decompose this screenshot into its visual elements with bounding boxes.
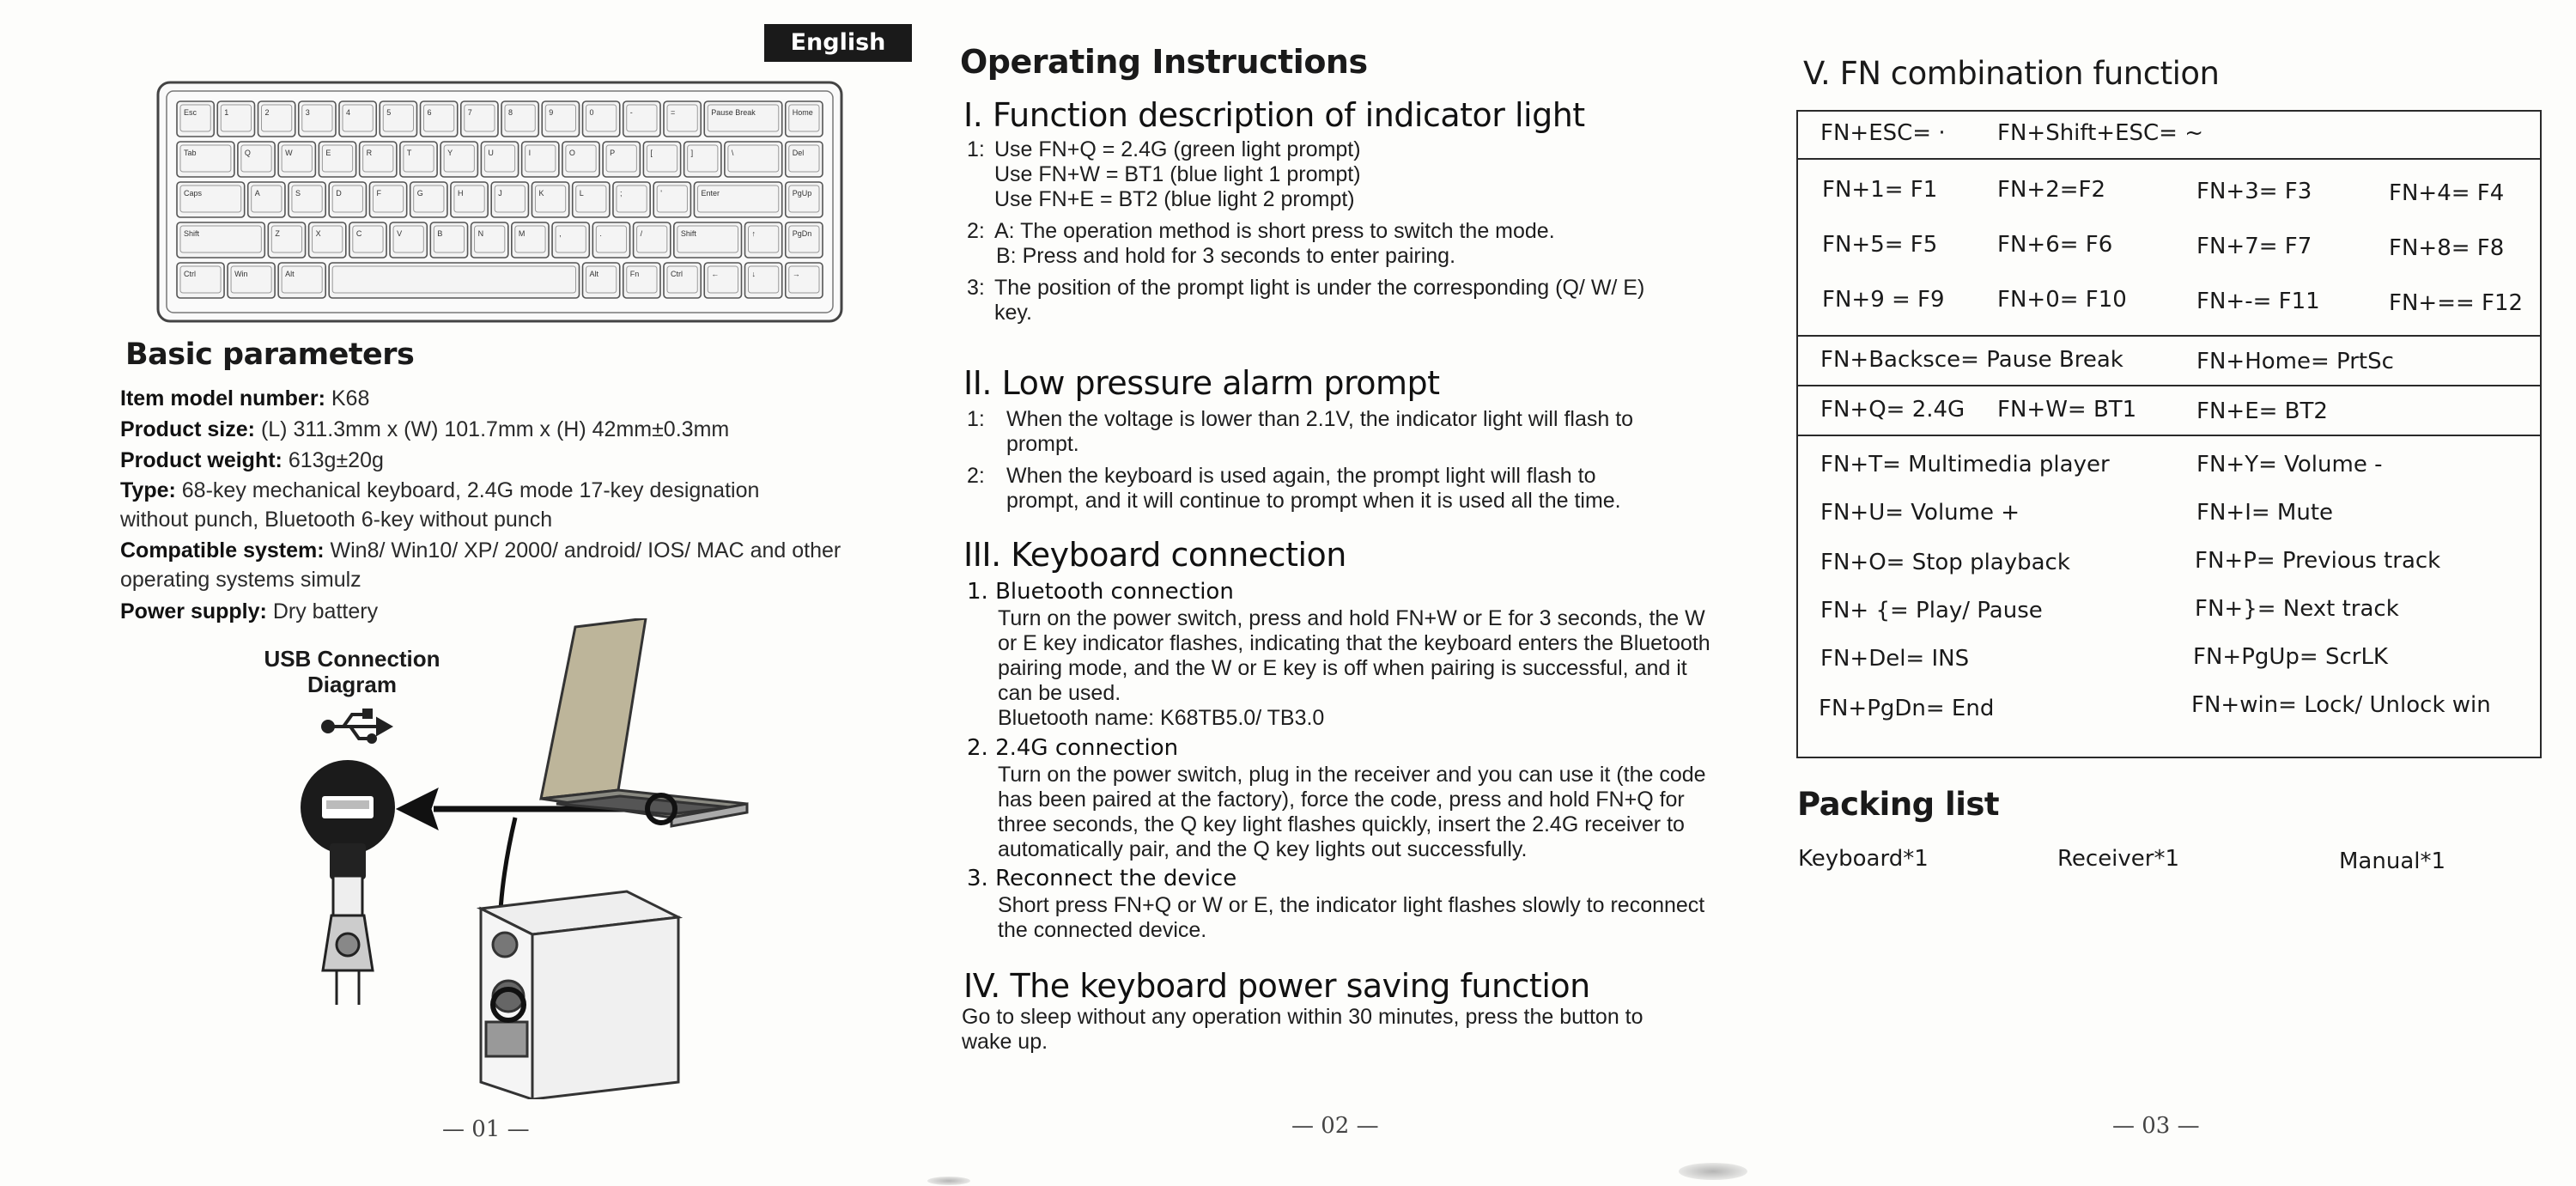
keyboard-key-label: Ctrl (671, 270, 683, 278)
keyboard-key-label: J (498, 189, 502, 198)
fn-cell: FN+1= F1 (1822, 177, 1938, 203)
fn-cell: FN+== F12 (2389, 290, 2524, 316)
fn-cell: FN+4= F4 (2389, 180, 2505, 206)
keyboard-key-label: → (792, 270, 800, 278)
keyboard-key-label: L (579, 189, 584, 198)
keyboard-key-label: ← (711, 270, 720, 278)
desktop-tower-icon (481, 891, 678, 1099)
list-item (967, 407, 1671, 457)
keyboard-key-label: I (528, 149, 532, 157)
keyboard-key-label: Fn (629, 270, 640, 278)
bluetooth-connection-text (998, 606, 1719, 731)
keyboard-key-label: F (376, 189, 381, 198)
fn-cell: FN+PgUp= ScrLK (2193, 644, 2388, 670)
subsection-heading (967, 735, 1178, 761)
fn-cell: FN+5= F5 (1822, 232, 1938, 258)
basic-parameters-title: Basic parameters (125, 338, 415, 372)
page-3 (1786, 0, 2576, 1186)
keyboard-key-label: ; (619, 189, 623, 198)
keyboard-key-label: A (254, 189, 260, 198)
fn-cell: FN+Y= Volume - (2196, 452, 2383, 477)
fn-group (1798, 160, 2540, 337)
fn-cell: FN+}= Next track (2195, 596, 2399, 622)
keyboard-key-label: W (285, 149, 293, 157)
item-text: Turn on the power switch, press and hold FN+W or E for 3 seconds, the W or E key indicator flashes, indicating that the keyboard enters the Bluetooth pairing mode, and the W or E key is off when pairing is successful, and it can be used. (998, 606, 1710, 705)
keyboard-key-label: 0 (589, 108, 594, 117)
keyboard-key-label: Caps (184, 189, 203, 198)
subsection-title: 2.4G connection (995, 735, 1179, 761)
param-value: 68-key mechanical keyboard, 2.4G mode 17-key designation without punch, Bluetooth 6-key without punch (120, 478, 760, 532)
item-text: When the keyboard is used again, the prompt light will flash to prompt, and it will continue to prompt when it is used all the time. (1006, 464, 1621, 513)
subsection-title: Reconnect the device (995, 866, 1237, 891)
fn-cell: FN+W= BT1 (1997, 397, 2137, 423)
keyboard-key-label: 9 (549, 108, 554, 117)
keyboard-key-label: Ctrl (184, 270, 196, 278)
param-row (120, 383, 893, 414)
packing-item: Receiver*1 (2057, 846, 2180, 872)
page-number: — 03 — (2112, 1113, 2200, 1139)
keyboard-illustration (156, 81, 843, 323)
keyboard-key-label: PgDn (792, 229, 812, 238)
item-line: A: The operation method is short press to switch the mode. (994, 219, 1555, 243)
fn-cell: FN+I= Mute (2196, 500, 2334, 526)
keyboard-key-label: PgUp (792, 189, 812, 198)
subsection-heading (967, 866, 1236, 891)
language-tab: English (764, 24, 912, 62)
keyboard-key-label: 6 (427, 108, 432, 117)
keyboard-key-label: Esc (184, 108, 197, 117)
keyboard-key-label: B (437, 229, 443, 238)
keyboard-key-label: \ (731, 149, 734, 157)
fn-group (1798, 436, 2540, 760)
item-line: Use FN+Q = 2.4G (green light prompt) (994, 137, 1361, 161)
fn-combination-title: V. FN combination function (1803, 55, 2220, 92)
section-4-title: IV. The keyboard power saving function (963, 967, 1590, 1005)
keyboard-key-label: Z (275, 229, 280, 238)
keyboard-key-label: Home (792, 108, 813, 117)
fn-cell: FN+Backsce= Pause Break (1820, 347, 2123, 373)
fn-cell: FN+win= Lock/ Unlock win (2191, 692, 2491, 718)
item-line: Use FN+E = BT2 (blue light 2 prompt) (994, 187, 1355, 211)
fn-cell: FN+0= F10 (1997, 287, 2127, 313)
fn-cell: FN+ESC= · (1820, 120, 1946, 146)
fn-group (1798, 112, 2540, 160)
item-text: Turn on the power switch, plug in the receiver and you can use it (the code has been paired at the factory), force the code, press and hold FN+Q for three seconds, the Q key light flashes quickly, insert the 2.4G receiver to automatically pair, and the Q key lights out successfully. (998, 763, 1706, 861)
scan-smudge (1679, 1163, 1747, 1180)
keyboard-key-label: E (325, 149, 331, 157)
section-1-body (967, 137, 1705, 325)
keyboard-key-label: N (477, 229, 484, 238)
power-saving-text: Go to sleep without any operation within 30 minutes, press the button to wake up. (962, 1005, 1643, 1054)
keyboard-key-label: ↓ (751, 270, 756, 278)
keyboard-key-label: Alt (589, 270, 599, 278)
keyboard-key-label: Enter (701, 189, 720, 198)
keyboard-key-label: Alt (285, 270, 295, 278)
keyboard-key-label: 8 (508, 108, 513, 117)
param-label: Product size: (120, 417, 255, 441)
usb-symbol-icon (323, 710, 390, 742)
list-number: 2: (967, 464, 985, 488)
keyboard-key-label: O (568, 149, 575, 157)
fn-cell: FN+E= BT2 (2196, 398, 2328, 424)
keyboard-key-label: 4 (346, 108, 351, 117)
keyboard-key-label: Shift (184, 229, 200, 238)
keyboard-key-label: [ (650, 149, 653, 157)
keyboard-key-label: Pause Break (711, 108, 756, 117)
subsection-heading (967, 579, 1234, 605)
list-number: 1. (967, 579, 988, 605)
fn-cell: FN+8= F8 (2389, 235, 2505, 261)
fn-cell: FN+O= Stop playback (1820, 550, 2070, 575)
keyboard-key-label: 5 (386, 108, 392, 117)
keyboard-key-label: ↑ (751, 229, 756, 238)
fn-cell: FN+2=F2 (1997, 177, 2106, 203)
list-number: 2. (967, 735, 988, 761)
keyboard-key-label: Y (447, 149, 453, 157)
fn-group (1798, 386, 2540, 436)
param-label: Type: (120, 478, 176, 502)
param-label: Product weight: (120, 448, 283, 472)
param-row (120, 476, 824, 534)
list-item (967, 137, 1705, 212)
item-text: When the voltage is lower than 2.1V, the indicator light will flash to prompt. (1006, 407, 1634, 456)
param-label: Item model number: (120, 386, 325, 411)
page-1 (0, 0, 927, 1186)
fn-cell: FN+Home= PrtSc (2196, 349, 2394, 374)
keyboard-key-label: / (640, 229, 643, 238)
fn-cell: FN+T= Multimedia player (1820, 452, 2110, 477)
keyboard-key-label: Q (244, 149, 251, 157)
param-value: Win8/ Win10/ XP/ 2000/ android/ IOS/ MAC and other operating systems simulz (120, 538, 841, 592)
packing-item: Keyboard*1 (1798, 846, 1929, 872)
keyboard-key-label: X (315, 229, 321, 238)
fn-cell: FN+P= Previous track (2195, 548, 2441, 574)
list-number: 1: (967, 407, 985, 431)
keyboard-key-label: - (629, 108, 633, 117)
keyboard-key-label: K (538, 189, 544, 198)
packing-list-title: Packing list (1797, 786, 2000, 823)
list-number: 3. (967, 866, 988, 891)
laptop-icon (541, 618, 747, 826)
basic-parameters-list (120, 383, 893, 627)
list-item (967, 276, 1671, 325)
param-label: Power supply: (120, 599, 267, 623)
usb-diagram-title: USB Connection Diagram (264, 646, 440, 697)
usb-connection-diagram (283, 618, 799, 1099)
fn-cell: FN+3= F3 (2196, 179, 2312, 204)
keyboard-key-label: H (457, 189, 464, 198)
section-2-body (967, 407, 1671, 514)
keyboard-key-label: = (671, 108, 676, 117)
keyboard-key-label: 1 (224, 108, 229, 117)
keyboard-key-label: U (488, 149, 494, 157)
param-row (120, 536, 859, 594)
fn-cell: FN+-= F11 (2196, 289, 2320, 314)
item-line: Use FN+W = BT1 (blue light 1 prompt) (994, 162, 1361, 186)
keyboard-key-label: D (336, 189, 342, 198)
list-item (967, 219, 1705, 269)
keyboard-key-label: ' (660, 189, 662, 198)
fn-cell: FN+9 = F9 (1822, 287, 1945, 313)
param-row (120, 445, 893, 476)
keyboard-key-label: . (599, 229, 602, 238)
list-number: 1: (967, 137, 985, 161)
page-2 (945, 0, 1735, 1186)
fn-combination-table (1796, 110, 2542, 758)
keyboard-key-label: , (559, 229, 562, 238)
scan-smudge (927, 1177, 970, 1185)
fn-group (1798, 337, 2540, 386)
keyboard-key-label: G (416, 189, 423, 198)
bluetooth-name: Bluetooth name: K68TB5.0/ TB3.0 (998, 706, 1325, 730)
section-1-title: I. Function description of indicator light (963, 96, 1585, 134)
param-value: 613g±20g (288, 448, 384, 472)
fn-cell: FN+Q= 2.4G (1820, 397, 1965, 423)
subsection-title: Bluetooth connection (995, 579, 1234, 605)
param-value: Dry battery (272, 599, 379, 623)
item-line: The position of the prompt light is under the corresponding (Q/ W/ E) key. (994, 276, 1645, 325)
page-number: — 02 — (1291, 1113, 1379, 1139)
list-number: 2: (967, 219, 985, 243)
section-3-title: III. Keyboard connection (963, 536, 1346, 574)
keyboard-key-label: C (355, 229, 362, 238)
operating-instructions-title: Operating Instructions (960, 43, 1368, 81)
param-value: K68 (331, 386, 370, 411)
item-text: Short press FN+Q or W or E, the indicator light flashes slowly to reconnect the connected device. (998, 893, 1705, 942)
reconnect-text (998, 893, 1719, 943)
list-item (967, 464, 1671, 514)
keyboard-key-label: Tab (184, 149, 197, 157)
list-number: 3: (967, 276, 985, 300)
fn-cell: FN+Shift+ESC= ~ (1997, 120, 2203, 146)
keyboard-key-label: Del (792, 149, 805, 157)
keyboard-key-label: V (397, 229, 403, 238)
packing-item: Manual*1 (2339, 848, 2446, 874)
24g-connection-text (998, 763, 1719, 862)
fn-cell: FN+U= Volume + (1820, 500, 2020, 526)
param-row (120, 414, 893, 445)
page-number: — 01 — (442, 1116, 530, 1142)
keyboard-key-label: 3 (305, 108, 310, 117)
param-value: (L) 311.3mm x (W) 101.7mm x (H) 42mm±0.3mm (260, 417, 730, 441)
param-label: Compatible system: (120, 538, 325, 563)
keyboard-key-label: 7 (467, 108, 472, 117)
fn-cell: FN+ {= Play/ Pause (1820, 598, 2043, 623)
fn-cell: FN+PgDn= End (1819, 696, 1995, 721)
keyboard-key-label: Win (234, 270, 248, 278)
keyboard-key-label: R (366, 149, 373, 157)
usb-receiver-icon (323, 876, 373, 1005)
item-line: B: Press and hold for 3 seconds to enter pairing. (996, 244, 1456, 268)
section-2-title: II. Low pressure alarm prompt (963, 364, 1440, 402)
keyboard-key-label: Shift (680, 229, 696, 238)
keyboard-key-label: T (406, 149, 412, 157)
keyboard-key-label: ] (690, 149, 694, 157)
usb-port-icon (301, 760, 395, 879)
keyboard-key-label: M (518, 229, 526, 238)
fn-cell: FN+7= F7 (2196, 234, 2312, 259)
fn-cell: FN+Del= INS (1820, 646, 1970, 672)
keyboard-key-label: 2 (264, 108, 270, 117)
fn-cell: FN+6= F6 (1997, 232, 2113, 258)
keyboard-key-label: P (610, 149, 616, 157)
keyboard-key-label: S (295, 189, 301, 198)
